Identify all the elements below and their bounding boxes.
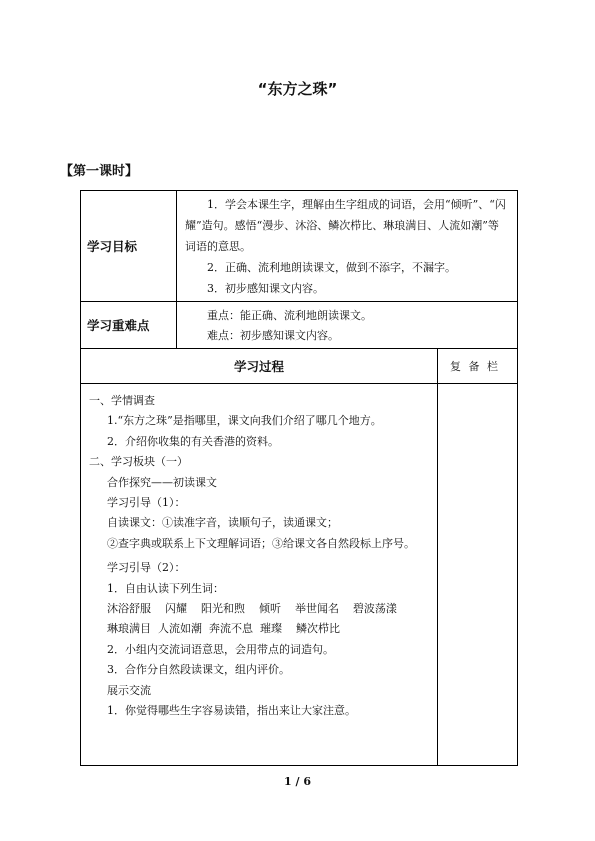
process-line: 学习引导（2）：: [107, 561, 186, 575]
difficulty-row: [81, 302, 518, 349]
goal-item-1: 1．学会本课生字，理解由生字组成的词语，会用“倾听”、“闪耀”造句。感悟“漫步、沐浴、鳞次栉比、琳琅满目、人流如潮”等词语的意思。: [185, 198, 506, 253]
process-line: 3．合作分自然段读课文，组内评价。: [107, 663, 290, 677]
goal-item-2: 2．正确、流利地朗读课文，做到不添字，不漏字。: [207, 261, 456, 274]
vocab-line: 琳琅满目 人流如潮 奔流不息 璀璨 鳞次栉比: [107, 622, 340, 636]
vocab-line: 沐浴舒服 闪耀 阳光和煦 倾听 举世闻名 碧波荡漾: [107, 602, 397, 616]
process-line: ②查字典或联系上下文理解词语；③给课文各自然段标上序号。: [107, 536, 415, 550]
process-line: 二、学习板块（一）: [89, 455, 188, 469]
process-line: 自读课文：①读准字音，读顺句子，读通课文；: [107, 516, 338, 530]
process-line: 展示交流: [107, 683, 151, 697]
process-line: 学习引导（1）：: [107, 496, 186, 510]
review-column-title: 复 备 栏: [438, 349, 518, 384]
goal-item-3: 3．初步感知课文内容。: [207, 282, 324, 295]
review-column-body: [438, 384, 518, 766]
process-line: 2．介绍你收集的有关香港的资料。: [107, 434, 279, 448]
process-line: 1．你觉得哪些生字容易读错，指出来让大家注意。: [107, 704, 356, 718]
hard-point: 难点：初步感知课文内容。: [207, 329, 339, 342]
process-body-row: [81, 384, 518, 766]
goals-label: 学习目标: [81, 191, 177, 302]
process-line: 合作探究——初读课文: [107, 475, 217, 489]
process-content: [81, 384, 438, 766]
document-title: “东方之珠”: [257, 80, 338, 98]
process-line: 2．小组内交流词语意思，会用带点的词造句。: [107, 642, 334, 656]
difficulty-label: 学习重难点: [81, 302, 177, 349]
process-line: 一、学情调查: [89, 394, 155, 407]
process-line: 1．自由认读下列生词：: [107, 581, 224, 595]
key-point: 重点：能正确、流利地朗读课文。: [207, 309, 372, 322]
section-heading: 【第一课时】: [60, 164, 139, 179]
process-header-row: [81, 349, 518, 384]
process-line: 1.“东方之珠”是指哪里，课文向我们介绍了哪几个地方。: [107, 414, 382, 428]
difficulty-content: [177, 302, 518, 349]
process-title: 学习过程: [81, 349, 438, 384]
page-number: 1 / 6: [284, 775, 311, 788]
lesson-table: [80, 190, 518, 766]
goals-content: [177, 191, 518, 302]
goals-row: [81, 191, 518, 302]
